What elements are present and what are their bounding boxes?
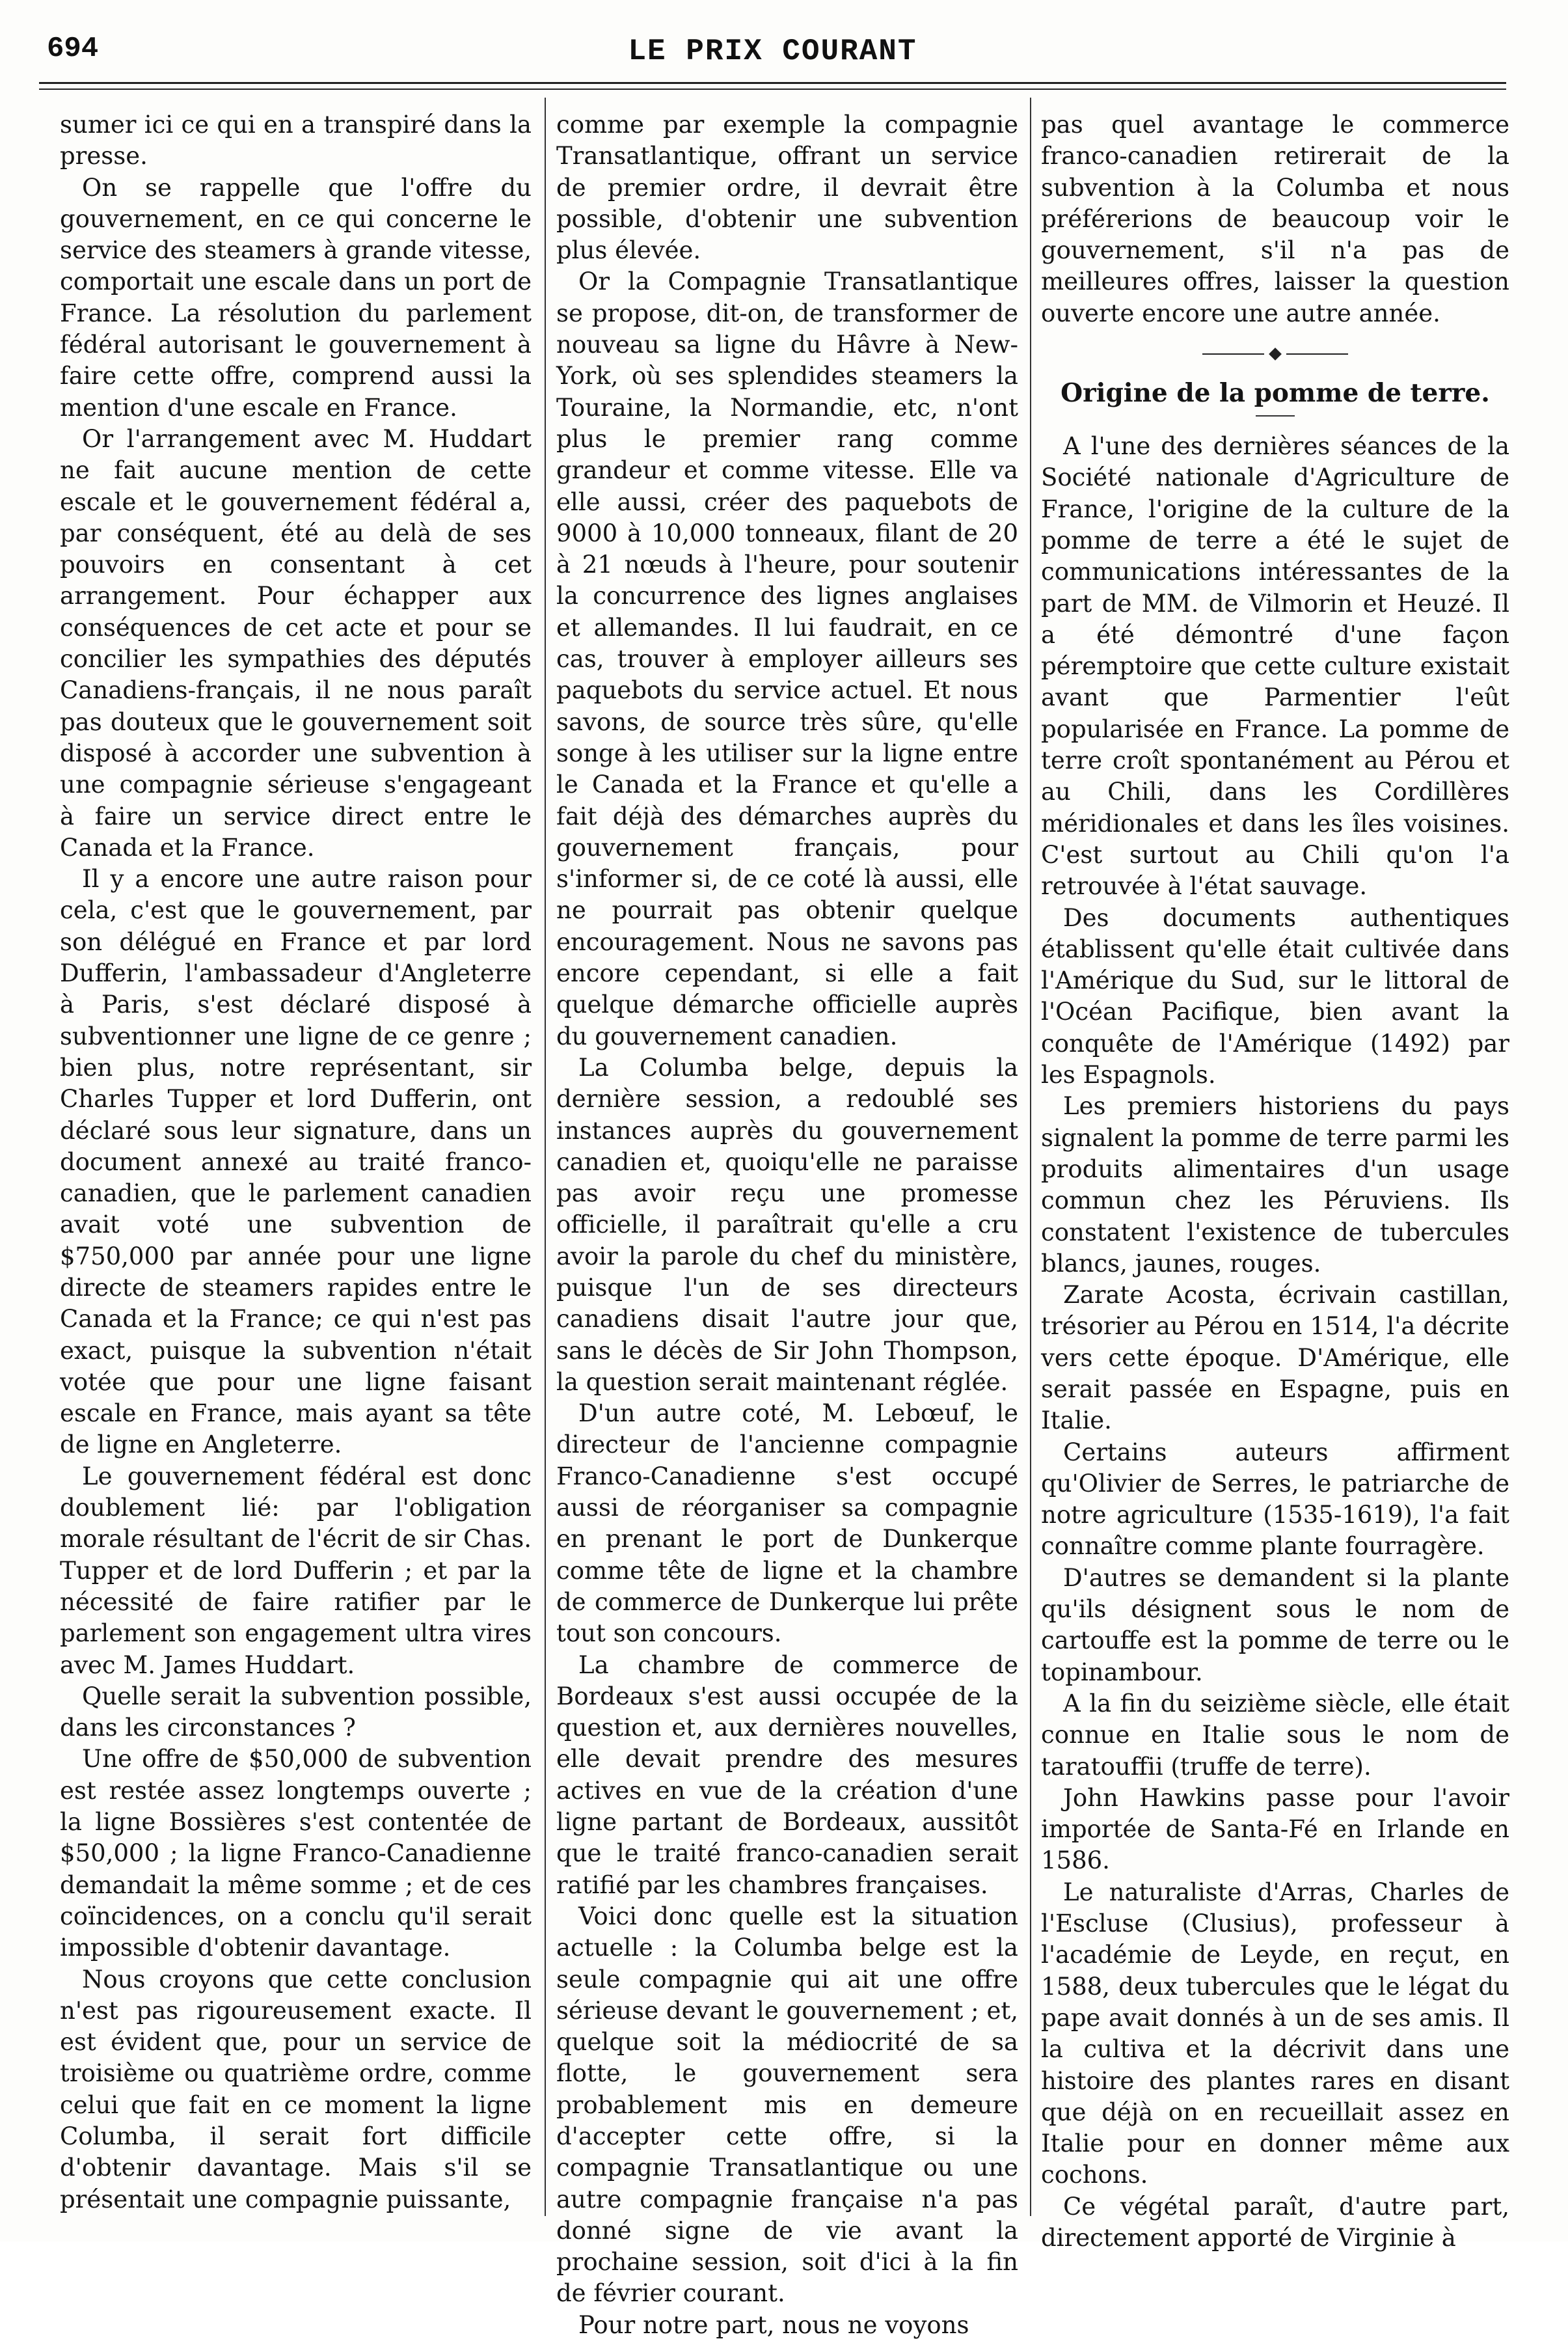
- column-divider: [545, 98, 546, 2216]
- ornament-diamond-icon: [1269, 348, 1282, 361]
- article-paragraph: La chambre de commerce de Bordeaux s'est aussi occupée de la question et, aux dernières nouvelles, elle devait prendre des mesures actives en vue de la création d'une ligne partant de Bordeaux, aussitôt que le traité franco-canadien serait ratifié par les chambres françaises.: [556, 1650, 1018, 1899]
- article-paragraph: Une offre de $50,000 de subvention est restée assez longtemps ouverte ; la ligne Bossières s'est contentée de $50,000 ; la ligne Franco-Canadienne demandait la même somme ; et de ces coïncidences, on a conclu qu'il serait impossible d'obtenir davantage.: [60, 1745, 532, 1962]
- article-paragraph: Nous croyons que cette conclusion n'est pas rigoureusement exacte. Il est évident que, pour un service de troisième ou quatrième ordre, comme celui que fait en ce moment la ligne Columba, il serait fort difficile d'obtenir davantage. Mais s'il se présentait une compagnie puissante,: [60, 1965, 532, 2213]
- article-paragraph: Ce végétal paraît, d'autre part, directement apporté de Virginie à: [1041, 2192, 1509, 2252]
- article-paragraph: Quelle serait la subvention possible, dans les circonstances ?: [60, 1682, 532, 1742]
- section-title: Origine de la pomme de terre.: [1061, 378, 1490, 409]
- article-paragraph: Les premiers historiens du pays signalent la pomme de terre parmi les produits alimentaires d'un usage commun chez les Péruviens. Ils constatent l'existence de tubercules blancs, jaunes, rouges.: [1041, 1092, 1509, 1278]
- section-separator-ornament: [1041, 338, 1509, 370]
- article-paragraph: A l'une des dernières séances de la Société nationale d'Agriculture de France, l'origine de la culture de la pomme de terre a été le sujet de communications intéressantes de la part de MM. de Vilmorin et Heuzé. Il a été démontré d'une façon péremptoire que cette culture existait avant que Parmentier l'eût popularisée en France. La pomme de terre croît spontanément au Pérou et au Chili, dans les Cordillères méridionales et dans les îles voisines. C'est surtout au Chili qu'on l'a retrouvée à l'état sauvage.: [1041, 432, 1509, 901]
- ornament-line: [1202, 353, 1264, 355]
- article-paragraph: On se rappelle que l'offre du gouvernement, en ce qui concerne le service des steamers à grande vitesse, comportait une escale dans un port de France. La résolution du parlement fédéral autorisant le gouvernement à faire cette offre, comprend aussi la mention d'une escale en France.: [60, 173, 532, 422]
- article-column-3: [1041, 109, 1509, 2252]
- article-paragraph: pas quel avantage le commerce franco-canadien retirerait de la subvention à la Columba et nous préférerions de beaucoup voir le gouvernement, s'il n'a pas de meilleures offres, laisser la question ouverte encore une autre année.: [1041, 111, 1509, 327]
- column-divider: [1030, 98, 1031, 2216]
- article-paragraph: Voici donc quelle est la situation actuelle : la Columba belge est la seule compagnie qui ait une offre sérieuse devant le gouvernement ; et, quelque soit la médiocrité de sa flotte, le gouvernement sera probablement mis en demeure d'accepter cette offre, si la compagnie Transatlantique ou une autre compagnie française n'a pas donné signe de vie avant la prochaine session, soit d'ici à la fin de février courant.: [556, 1902, 1018, 2308]
- header-rule-top: [39, 82, 1506, 84]
- article-column-2: [556, 109, 1018, 2339]
- column-3-body: [1041, 431, 1509, 2254]
- article-paragraph: Le gouvernement fédéral est donc doublement lié: par l'obligation morale résultant de l'écrit de sir Chas. Tupper et de lord Dufferin ; et par la nécessité de faire ratifier par le parlement son engagement ultra vires avec M. James Huddart.: [60, 1462, 532, 1679]
- ornament-line: [1286, 353, 1348, 355]
- article-paragraph: A la fin du seizième siècle, elle était connue en Italie sous le nom de taratouffii (truffe de terre).: [1041, 1689, 1509, 1781]
- article-paragraph: Zarate Acosta, écrivain castillan, trésorier au Pérou en 1514, l'a décrite vers cette époque. D'Amérique, elle serait passée en Espagne, puis en Italie.: [1041, 1281, 1509, 1435]
- article-paragraph: Certains auteurs affirment qu'Olivier de Serres, le patriarche de notre agriculture (1535-1619), l'a fait connaître comme plante fourragère.: [1041, 1438, 1509, 1561]
- article-paragraph: comme par exemple la compagnie Transatlantique, offrant un service de premier ordre, il devrait être possible, d'obtenir une subvention plus élevée.: [556, 111, 1018, 265]
- article-paragraph: La Columba belge, depuis la dernière session, a redoublé ses instances auprès du gouvernement canadien et, quoiqu'elle ne paraisse pas avoir reçu une promesse officielle, il paraîtrait qu'elle a cru avoir la parole du chef du ministère, puisque l'un de ses directeurs canadiens disait l'autre jour que, sans le décès de Sir John Thompson, la question serait maintenant réglée.: [556, 1053, 1018, 1396]
- column-3-intro: [1041, 109, 1509, 329]
- article-paragraph: Or la Compagnie Transatlantique se propose, dit-on, de transformer de nouveau sa ligne du Hâvre à New-York, où ses splendides steamers la Touraine, la Normandie, etc, n'ont plus le premier rang comme grandeur et comme vitesse. Elle va elle aussi, créer des paquebots de 9000 à 10,000 tonneaux, filant de 20 à 21 nœuds à l'heure, pour soutenir la concurrence des lignes anglaises et allemandes. Il lui faudrait, en ce cas, trouver à employer ailleurs ses paquebots du service actuel. Et nous savons, de source très sûre, qu'elle songe à les utiliser sur la ligne entre le Canada et la France et qu'elle a fait déjà des démarches auprès du gouvernement français, pour s'informer si, de ce coté là aussi, elle ne pourrait pas obtenir quelque encouragement. Nous ne savons pas encore cependant, si elle a fait quelque démarche officielle auprès du gouvernement canadien.: [556, 267, 1018, 1050]
- article-paragraph: Le naturaliste d'Arras, Charles de l'Escluse (Clusius), professeur à l'académie de Leyde, en reçut, en 1588, deux tubercules que le légat du pape avait donnés à un de ses amis. Il la cultiva et la décrivit dans une histoire des plantes rares en disant que déjà on en recueillait assez en Italie pour en donner même aux cochons.: [1041, 1878, 1509, 2189]
- page-number: 694: [47, 33, 99, 65]
- journal-title: LE PRIX COURANT: [628, 34, 917, 68]
- article-column-1: [60, 109, 532, 2228]
- page-header: [39, 27, 1506, 73]
- article-paragraph: John Hawkins passe pour l'avoir importée de Santa-Fé en Irlande en 1586.: [1041, 1783, 1509, 1875]
- article-paragraph: sumer ici ce qui en a transpiré dans la presse.: [60, 111, 532, 171]
- article-paragraph: Des documents authentiques établissent qu'elle était cultivée dans l'Amérique du Sud, sur le littoral de l'Océan Pacifique, bien avant la conquête de l'Amérique (1492) par les Espagnols.: [1041, 903, 1509, 1089]
- article-paragraph: D'un autre coté, M. Lebœuf, le directeur de l'ancienne compagnie Franco-Canadienne s'est occupé aussi de réorganiser sa compagnie en prenant le port de Dunkerque comme tête de ligne et la chambre de commerce de Dunkerque lui prête tout son concours.: [556, 1399, 1018, 1648]
- article-paragraph: Il y a encore une autre raison pour cela, c'est que le gouvernement, par son délégué en France et par lord Dufferin, l'ambassadeur d'Angleterre à Paris, s'est déclaré disposé à subventionner une ligne de ce genre ; bien plus, notre représentant, sir Charles Tupper et lord Dufferin, ont déclaré sous leur signature, dans un document annexé au traité franco-canadien, que le parlement canadien avait voté une subvention de $750,000 par année pour une ligne directe de steamers rapides entre le Canada et la France; ce qui n'est pas exact, puisque la subvention n'était votée que pour une ligne faisant escale en France, mais ayant sa tête de ligne en Angleterre.: [60, 865, 532, 1459]
- title-underline: [1256, 415, 1295, 417]
- article-paragraph: D'autres se demandent si la plante qu'ils désignent sous le nom de cartouffe est la pomme de terre ou le topinambour.: [1041, 1563, 1509, 1686]
- article-paragraph: Pour notre part, nous ne voyons: [578, 2310, 969, 2339]
- article-paragraph: Or l'arrangement avec M. Huddart ne fait aucune mention de cette escale et le gouvernement fédéral a, par conséquent, été au delà de ses pouvoirs en consentant à cet arrangement. Pour échapper aux conséquences de cet acte et pour se concilier les sympathies des députés Canadiens-français, il ne nous paraît pas douteux que le gouvernement soit disposé à accorder une subvention à une compagnie sérieuse s'engageant à faire un service direct entre le Canada et la France.: [60, 424, 532, 862]
- header-rule-bottom: [39, 89, 1506, 90]
